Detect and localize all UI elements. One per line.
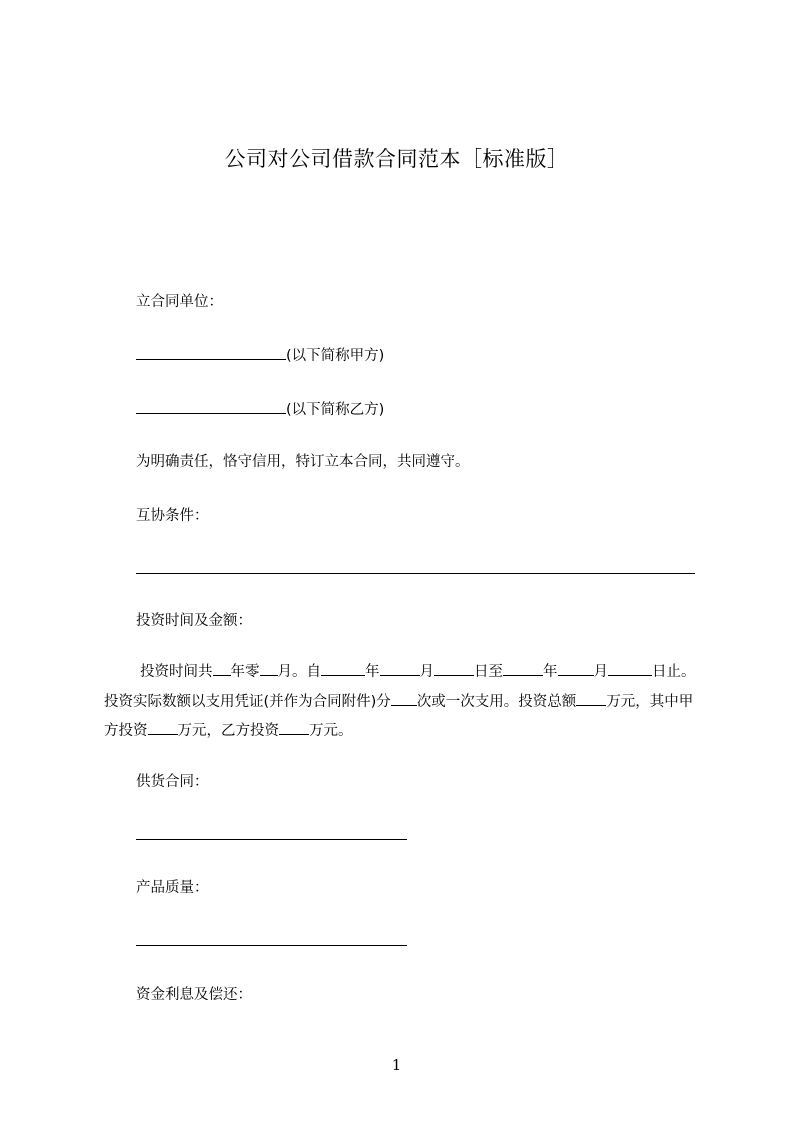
investment-text: 年 — [365, 664, 380, 680]
investment-text: 万元，其中甲方投资 — [104, 693, 694, 739]
investment-text: 日至 — [474, 664, 503, 680]
blank — [260, 660, 278, 676]
blank — [608, 660, 652, 676]
section-investment-heading: 投资时间及金额： — [136, 613, 252, 629]
section-cooperation-heading: 互协条件： — [136, 508, 209, 524]
blank — [503, 660, 543, 676]
investment-text: 年 — [543, 664, 558, 680]
quality-fill-line — [136, 945, 407, 946]
investment-text: 年零 — [230, 664, 260, 680]
preamble: 为明确责任，恪守信用，特订立本合同，共同遵守。 — [136, 454, 470, 470]
section-supply-heading: 供货合同： — [136, 774, 209, 790]
investment-text: 万元，乙方投资 — [177, 723, 279, 739]
section-interest-heading: 资金利息及偿还： — [136, 987, 252, 1003]
investment-text: 日止。投资实际数额以支用凭证(并作为合同附件)分 — [104, 664, 696, 710]
blank — [558, 660, 594, 676]
blank — [380, 660, 420, 676]
party-b-blank — [136, 398, 286, 414]
blank — [391, 690, 417, 706]
party-a-blank — [136, 344, 286, 360]
section-quality-heading: 产品质量： — [136, 880, 209, 896]
investment-paragraph — [104, 658, 706, 747]
investment-text: 万元。 — [309, 723, 353, 739]
cooperation-fill-line — [136, 573, 695, 574]
page-number: 1 — [391, 1056, 402, 1074]
document-title: 公司对公司借款合同范本［标准版］ — [224, 147, 569, 171]
blank — [279, 719, 309, 735]
investment-text: 月。自 — [277, 664, 321, 680]
party-a-line — [136, 344, 384, 366]
investment-text: 投资时间共 — [140, 664, 213, 680]
party-b-suffix: (以下简称乙方) — [286, 402, 385, 418]
investment-text: 月 — [593, 664, 608, 680]
blank — [321, 660, 365, 676]
supply-fill-line — [136, 839, 407, 840]
investment-text: 次或一次支用。投资总额 — [416, 693, 577, 710]
parties-heading: 立合同单位： — [136, 294, 223, 310]
party-b-line — [136, 398, 384, 420]
blank — [148, 719, 178, 735]
investment-text: 月 — [419, 664, 434, 680]
blank — [434, 660, 474, 676]
party-a-suffix: (以下简称甲方) — [286, 348, 385, 364]
blank — [213, 660, 231, 676]
blank — [576, 690, 606, 706]
